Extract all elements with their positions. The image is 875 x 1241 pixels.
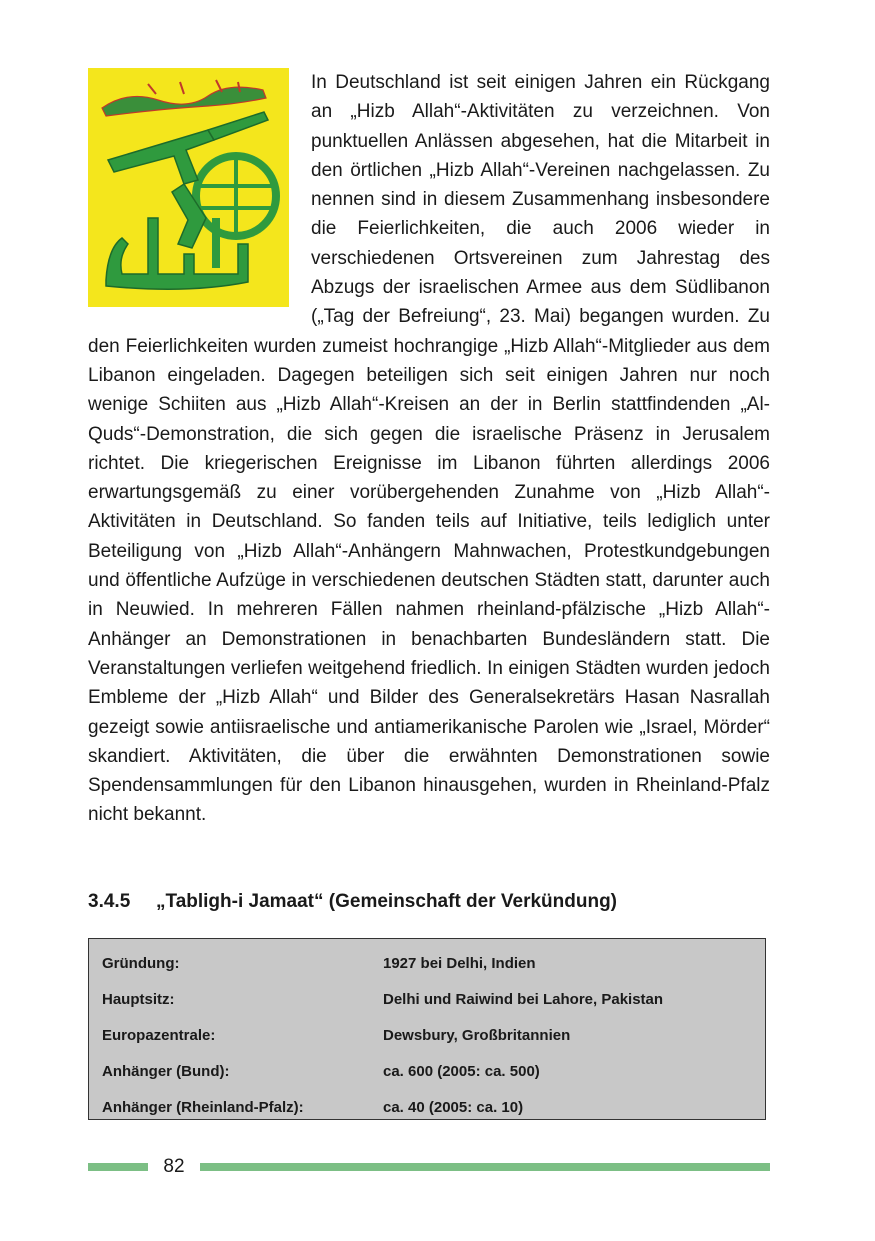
footer-bar-right — [200, 1163, 770, 1171]
body-paragraph: In Deutschland ist seit einigen Jahren ein Rückgang an „Hizb Allah“-Aktivitäten zu verzeichnen. Von punktuellen Anlässen abgesehen, hat die Mitarbeit in den örtlichen „Hizb Allah“-Vereinen nachgelassen. Zu nennen sind in diesem Zusammenhang insbesondere die Feierlichkeiten, die auch 2006 wieder in verschiedenen Ortsvereinen zum Jahrestag des Abzugs der israelischen Armee aus dem Südlibanon („Tag der Befreiung“, 23. Mai) begangen wurden. Zu den Feierlichkeiten wurden zumeist hochrangige „Hizb Allah“-Mitglieder aus dem Libanon eingeladen. Dagegen beteiligen sich seit einigen Jahren nur noch wenige Schiiten aus „Hizb Allah“-Kreisen an der in Berlin stattfindenden „Al-Quds“-Demonstration, die sich gegen die israelische Präsenz in Jerusalem richtet. Die kriegerischen Ereignisse im Libanon führten allerdings 2006 erwartungsgemäß zu einer vorübergehenden Zunahme von „Hizb Allah“-Aktivitäten in Deutschland. So fanden teils auf Initiative, teils lediglich unter Beteiligung von „Hizb Allah“-Anhängern Mahnwachen, Protestkundgebungen und öffentliche Aufzüge in verschiedenen deutschen Städten statt, darunter auch in Neuwied. In mehreren Fällen nahmen rheinland-pfälzische „Hizb Allah“-Anhänger an Demonstrationen in benachbarten Bundesländern statt. Die Veranstaltungen verliefen weitgehend friedlich. In einigen Städten wurden jedoch Embleme der „Hizb Allah“ und Bilder des Generalsekretärs Hasan Nasrallah gezeigt sowie antiisraelische und antiamerikanische Parolen wie „Israel, Mörder“ skandiert. Aktivitäten, die über die erwähnten Demonstrationen sowie Spendensammlungen für den Libanon hinausgehen, wurden in Rheinland-Pfalz nicht bekannt. — [88, 72, 770, 826]
page-footer — [88, 1152, 770, 1182]
info-value: ca. 40 (2005: ca. 10) — [383, 1098, 524, 1116]
info-label: Hauptsitz: — [102, 990, 175, 1008]
section-heading — [88, 887, 770, 916]
info-box — [88, 938, 766, 1120]
info-value: 1927 bei Delhi, Indien — [383, 954, 536, 972]
info-value: ca. 600 (2005: ca. 500) — [383, 1062, 540, 1080]
body-text — [88, 68, 770, 830]
info-row-followers-rlp — [89, 1089, 765, 1125]
footer-bar-left — [88, 1163, 148, 1171]
page-number: 82 — [163, 1156, 185, 1177]
info-value: Delhi und Raiwind bei Lahore, Pakistan — [383, 990, 664, 1008]
info-label: Anhänger (Bund): — [102, 1062, 230, 1080]
info-row-europe-center — [89, 1017, 765, 1053]
info-value: Dewsbury, Großbritannien — [383, 1026, 571, 1044]
info-label: Europazentrale: — [102, 1026, 216, 1044]
info-row-headquarters — [89, 981, 765, 1017]
info-row-followers-federal — [89, 1053, 765, 1089]
section-title: „Tabligh-i Jamaat“ (Gemeinschaft der Verkündung) — [156, 891, 618, 912]
info-label: Gründung: — [102, 954, 180, 972]
section-number: 3.4.5 — [88, 891, 131, 912]
info-row-founding — [89, 945, 765, 981]
info-label: Anhänger (Rheinland-Pfalz): — [102, 1098, 304, 1116]
hizb-allah-flag-emblem — [88, 68, 289, 307]
